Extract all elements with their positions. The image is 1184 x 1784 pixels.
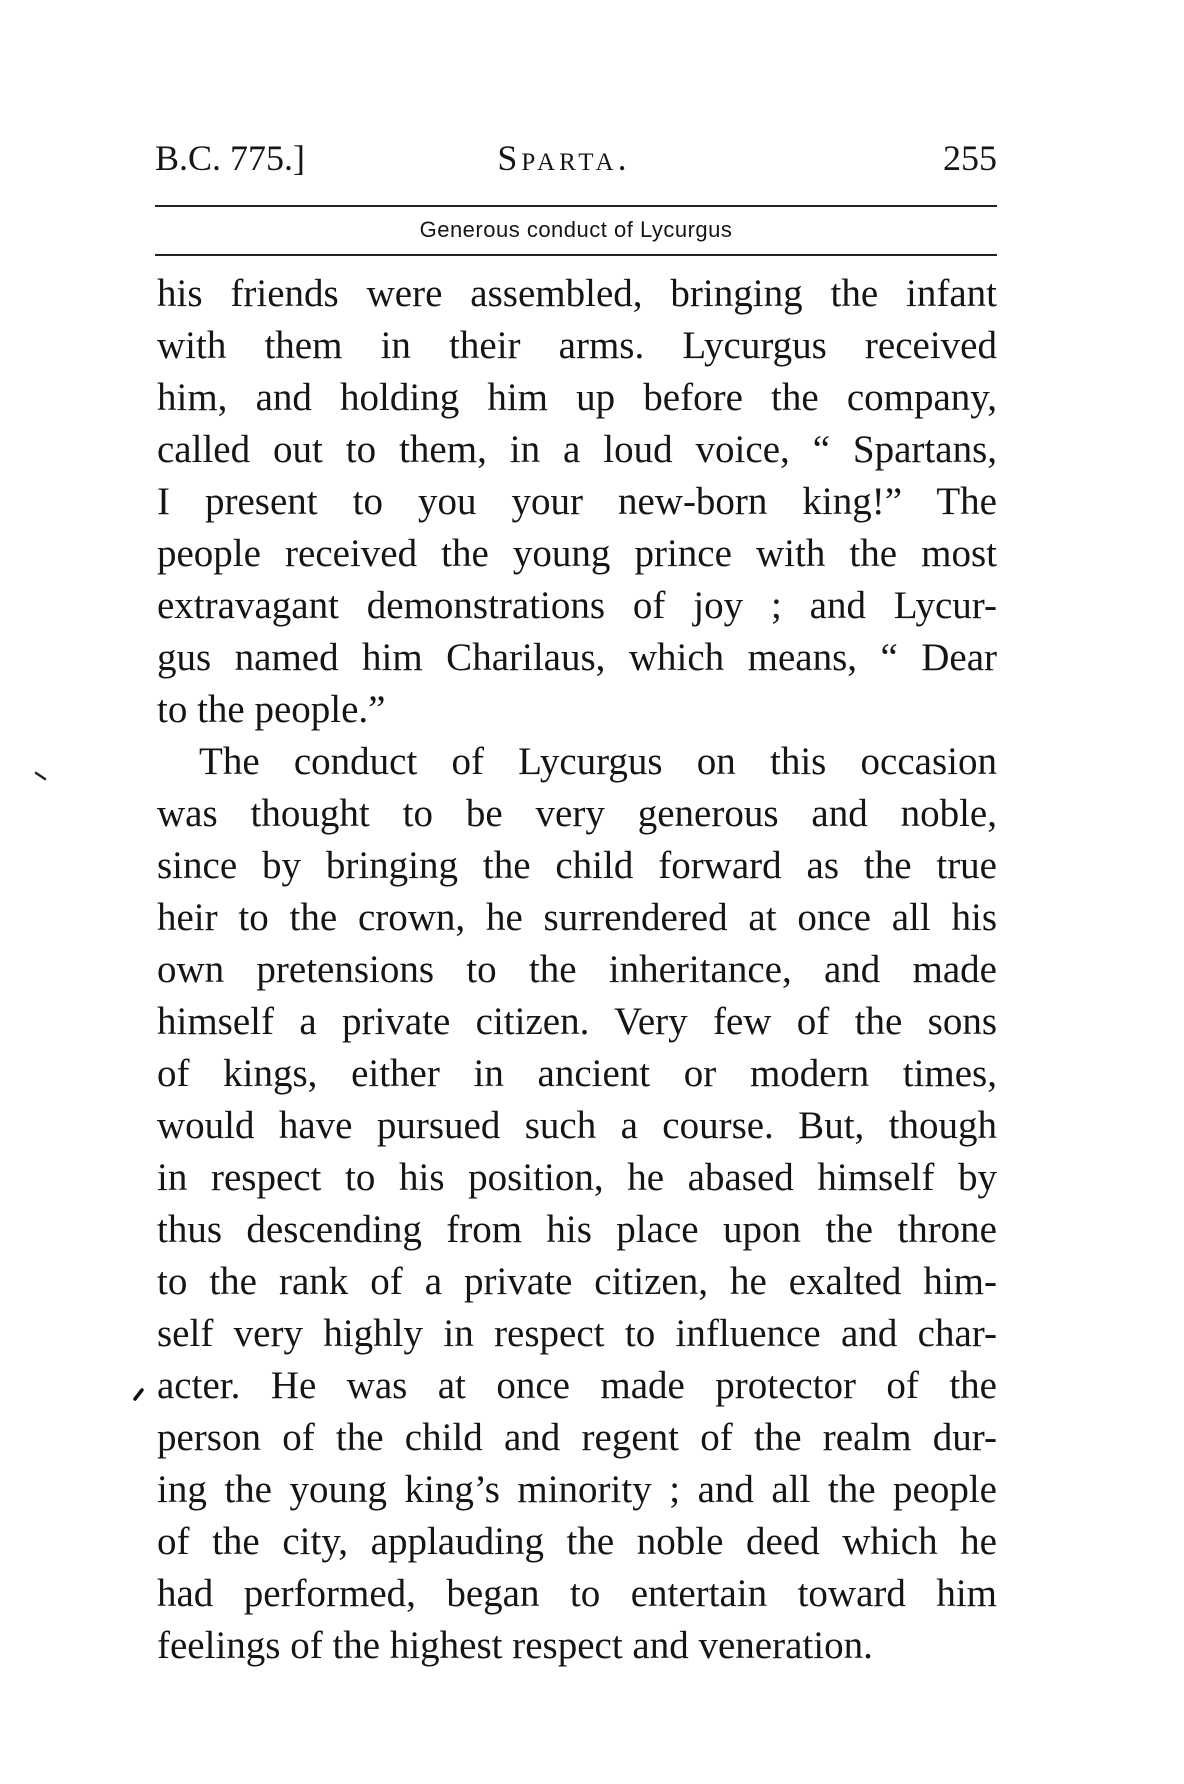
text-line: own pretensions to the inheritance, and made	[157, 948, 997, 991]
text-line: of kings, either in ancient or modern times,	[157, 1052, 997, 1095]
text-line: called out to them, in a loud voice, “ Spartans,	[157, 428, 997, 471]
text-line: self very highly in respect to influence and char-	[157, 1312, 997, 1355]
text-line: with them in their arms. Lycurgus received	[157, 324, 997, 367]
body-text	[157, 268, 997, 1672]
text-line: of the city, applauding the noble deed which he	[157, 1520, 997, 1563]
text-line-paragraph-end: feelings of the highest respect and veneration.	[157, 1624, 873, 1667]
text-line: person of the child and regent of the realm dur-	[157, 1416, 997, 1459]
running-head	[155, 134, 997, 182]
text-line: was thought to be very generous and noble,	[157, 792, 997, 835]
text-line: to the rank of a private citizen, he exalted him-	[157, 1260, 997, 1303]
text-line: gus named him Charilaus, which means, “ Dear	[157, 636, 997, 679]
header-rule-bottom	[155, 254, 997, 256]
date-range-header: B.C. 775.]	[155, 138, 306, 178]
text-line: since by bringing the child forward as the true	[157, 844, 997, 887]
text-line: I present to you your new-born king!” The	[157, 480, 997, 523]
text-line: acter. He was at once made protector of the	[157, 1364, 997, 1407]
page-number: 255	[943, 138, 997, 178]
text-line: would have pursued such a course. But, though	[157, 1104, 997, 1147]
text-line: in respect to his position, he abased himself by	[157, 1156, 997, 1199]
text-line-paragraph-end: to the people.”	[157, 688, 386, 731]
text-line: heir to the crown, he surrendered at once all his	[157, 896, 997, 939]
section-subheading: Generous conduct of Lycurgus	[419, 217, 733, 242]
text-line: thus descending from his place upon the throne	[157, 1208, 997, 1251]
text-line: his friends were assembled, bringing the infant	[157, 272, 997, 315]
text-line: had performed, began to entertain toward him	[157, 1572, 997, 1615]
text-line: ing the young king’s minority ; and all the people	[157, 1468, 997, 1511]
header-rule-top	[155, 205, 997, 207]
chapter-title-header: Sparta.	[497, 138, 631, 178]
text-line: people received the young prince with the most	[157, 532, 997, 575]
text-line: him, and holding him up before the company,	[157, 376, 997, 419]
text-line-paragraph-start: The conduct of Lycurgus on this occasion	[199, 740, 997, 783]
ink-speck-mark	[130, 1387, 146, 1403]
text-line: extravagant demonstrations of joy ; and Lycur-	[157, 584, 997, 627]
text-line: himself a private citizen. Very few of the sons	[157, 1000, 997, 1043]
ink-speck-mark	[34, 770, 48, 784]
